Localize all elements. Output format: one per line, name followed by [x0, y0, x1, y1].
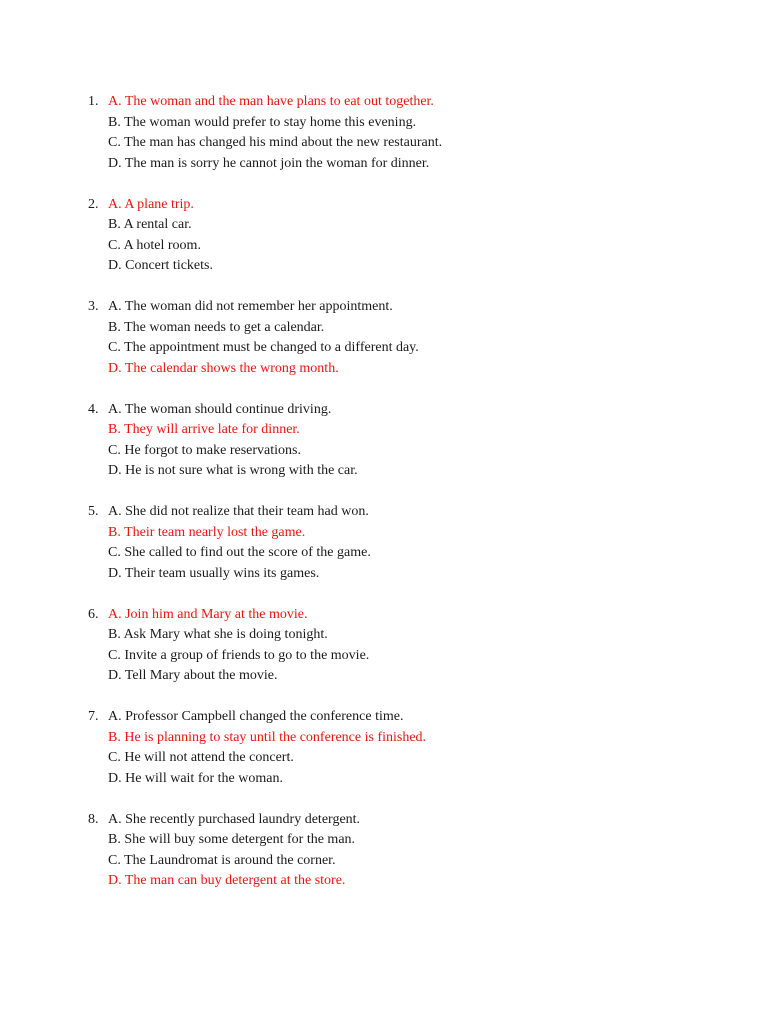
- answer-option: C. The appointment must be changed to a different day.: [108, 340, 419, 355]
- correct-answer-option: A. The woman and the man have plans to eat out together.: [108, 94, 434, 109]
- question-number: 1.: [88, 94, 99, 109]
- answer-option: C. The man has changed his mind about the new restaurant.: [108, 135, 443, 150]
- answer-option: C. A hotel room.: [108, 237, 201, 253]
- answer-option: D. Concert tickets.: [108, 258, 213, 273]
- answer-option: C. The Laundromat is around the corner.: [108, 852, 336, 868]
- answer-option: A. She did not realize that their team had won.: [108, 504, 369, 519]
- question-number: 8.: [88, 811, 99, 827]
- answer-option: C. He forgot to make reservations.: [108, 442, 301, 458]
- answer-options: [108, 810, 360, 892]
- answer-option: B. She will buy some detergent for the man.: [108, 832, 356, 847]
- answer-option: D. The man is sorry he cannot join the woman for dinner.: [108, 155, 430, 171]
- question-number: 6.: [88, 606, 99, 622]
- answer-options: [108, 195, 213, 277]
- answer-option: D. He will wait for the woman.: [108, 770, 283, 786]
- correct-answer-option: D. The man can buy detergent at the store.: [108, 873, 346, 888]
- answer-options: [108, 707, 426, 789]
- question-number: 4.: [88, 401, 99, 417]
- answer-option: D. Their team usually wins its games.: [108, 565, 320, 581]
- answer-options: [108, 297, 419, 379]
- question-number: 3.: [88, 299, 99, 314]
- answer-option: A. Professor Campbell changed the conference time.: [108, 709, 404, 724]
- answer-option: B. The woman needs to get a calendar.: [108, 319, 325, 335]
- question-number: 2.: [88, 196, 99, 212]
- correct-answer-option: D. The calendar shows the wrong month.: [108, 360, 339, 376]
- correct-answer-option: B. He is planning to stay until the conference is finished.: [108, 729, 427, 745]
- answer-option: A. She recently purchased laundry detergent.: [108, 811, 361, 827]
- answer-option: B. A rental car.: [108, 217, 192, 232]
- answer-option: C. Invite a group of friends to go to the movie.: [108, 647, 370, 663]
- answer-option: A. The woman did not remember her appointment.: [108, 299, 393, 314]
- question-number: 5.: [88, 504, 99, 519]
- answer-option: C. He will not attend the concert.: [108, 750, 294, 765]
- answer-options: [108, 400, 358, 482]
- correct-answer-option: A. Join him and Mary at the movie.: [108, 606, 308, 622]
- correct-answer-option: B. They will arrive late for dinner.: [108, 422, 300, 437]
- answer-option: C. She called to find out the score of the game.: [108, 545, 371, 560]
- answer-option: B. Ask Mary what she is doing tonight.: [108, 627, 328, 642]
- answer-options: [108, 502, 371, 584]
- correct-answer-option: B. Their team nearly lost the game.: [108, 524, 306, 540]
- answer-options: [108, 605, 369, 687]
- answer-option: A. The woman should continue driving.: [108, 401, 332, 417]
- question-number: 7.: [88, 709, 99, 724]
- answer-option: D. Tell Mary about the movie.: [108, 668, 278, 683]
- correct-answer-option: A. A plane trip.: [108, 196, 194, 212]
- answer-option: B. The woman would prefer to stay home this evening.: [108, 114, 417, 130]
- answer-option: D. He is not sure what is wrong with the car.: [108, 463, 358, 478]
- answer-options: [108, 92, 442, 174]
